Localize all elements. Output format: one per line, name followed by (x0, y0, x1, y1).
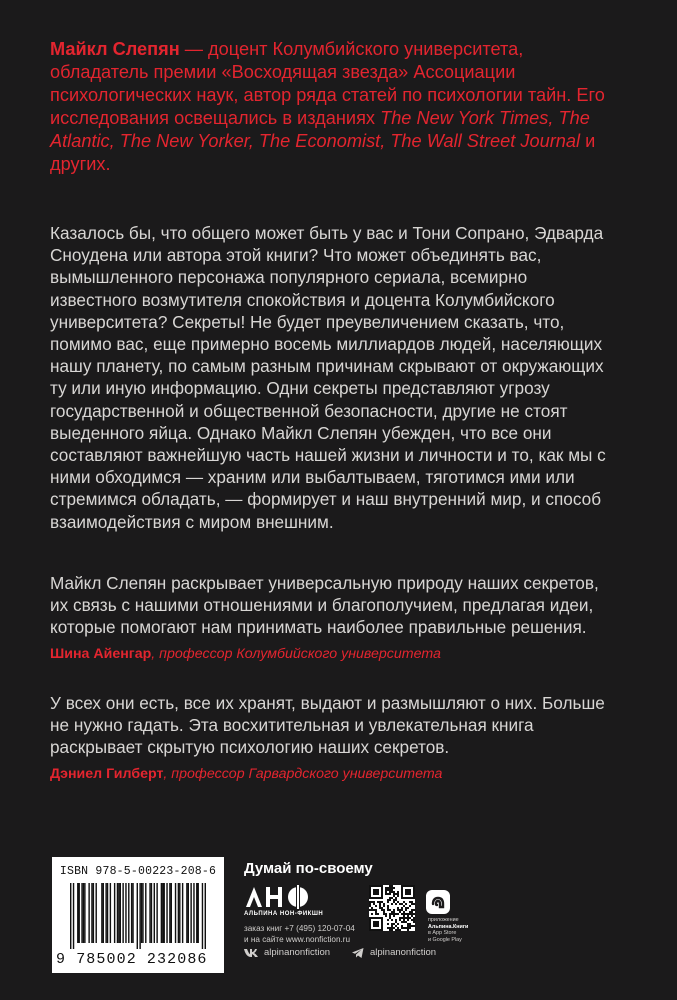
quote-attribution (50, 765, 610, 784)
barcode (70, 883, 206, 949)
qr-code (369, 885, 415, 931)
app-caption: приложение (428, 917, 459, 923)
publications-list: The New York Times, The Atlantic, The New Yorker, The Economist, The Wall Street Journal (50, 108, 590, 151)
telegram-handle: alpinanonfiction (370, 947, 437, 958)
isbn-barcode-box (52, 857, 224, 973)
review-quote (50, 572, 610, 664)
vk-handle: alpinanonfiction (264, 947, 331, 958)
author-bio (50, 38, 610, 176)
order-phone: заказ книг +7 (495) 120-07-04 (244, 924, 355, 933)
quote-text: У всех они есть, все их хранят, выдают и размышляют о них. Больше не нужно гадать. Эта восхитительная и увлекательная книга раскрывает скрытую психологию наших секретов. (50, 693, 605, 758)
telegram-icon (352, 948, 364, 958)
app-name: Альпина.Книги (428, 923, 469, 930)
quote-author-title: , профессор Колумбийского университета (151, 645, 441, 662)
bio-text-end: и других. (50, 131, 596, 174)
app-icon (426, 890, 450, 914)
quote-author: Дэниел Гилберт (50, 765, 164, 782)
isbn-label: ISBN 978-5-00223-208-6 (59, 865, 217, 878)
review-quote (50, 692, 610, 784)
publisher-name: АЛЬПИНА НОН-ФИКШН (244, 911, 324, 917)
quote-text: Майкл Слепян раскрывает универсальную природу наших секретов, их связь с нашими отношениями и благополучием, предлагая идеи, которые помогают нам принимать наиболее правильные решения. (50, 573, 599, 638)
publisher-site: и на сайте www.nonfiction.ru (244, 935, 351, 944)
quote-author: Шина Айенгар (50, 645, 152, 662)
book-description: Казалось бы, что общего может быть у вас и Тони Сопрано, Эдварда Сноудена или автора этой книги? Что может объединять вас, вымышленного персонажа популярного сериала, всемирно известного возмутителя спокойствия и доцента Колумбийского университета? Секреты! Не будет преувеличением сказать, что, помимо вас, еще примерно восемь миллиардов людей, населяющих нашу планету, по самым разным причинам скрывают от окружающих ту или иную информацию. Одни секреты представляют угрозу государственной и общественной безопасности, другие не стоят выеденного яйца. Однако Майкл Слепян убежден, что все они составляют важнейшую часть нашей жизни и личности и то, как мы с ними обходимся — храним или выбалтываем, тяготимся ими или стремимся обладать, — формирует и наш внутренний мир, и способ взаимодействия с миром внешним. (50, 223, 606, 532)
app-store-line: в App Store (428, 930, 457, 937)
author-name: Майкл Слепян (50, 39, 180, 59)
publisher-slogan: Думай по-своему (244, 860, 373, 877)
app-info (428, 917, 498, 943)
google-play-line: и Google Play (428, 936, 462, 943)
quote-attribution (50, 645, 610, 664)
publisher-logo (244, 885, 314, 909)
vk-icon (244, 948, 258, 958)
bio-text: — доцент Колумбийского университета, обладатель премии «Восходящая звезда» Ассоциации психологических наук, автор ряда статей по психологии тайн. Его исследования освещались в изданиях (50, 39, 605, 128)
telegram-link (352, 947, 436, 958)
vk-link (244, 947, 330, 958)
barcode-digits: 9 785002 232086 (56, 951, 208, 968)
quote-author-title: , профессор Гарвардского университета (163, 765, 443, 782)
